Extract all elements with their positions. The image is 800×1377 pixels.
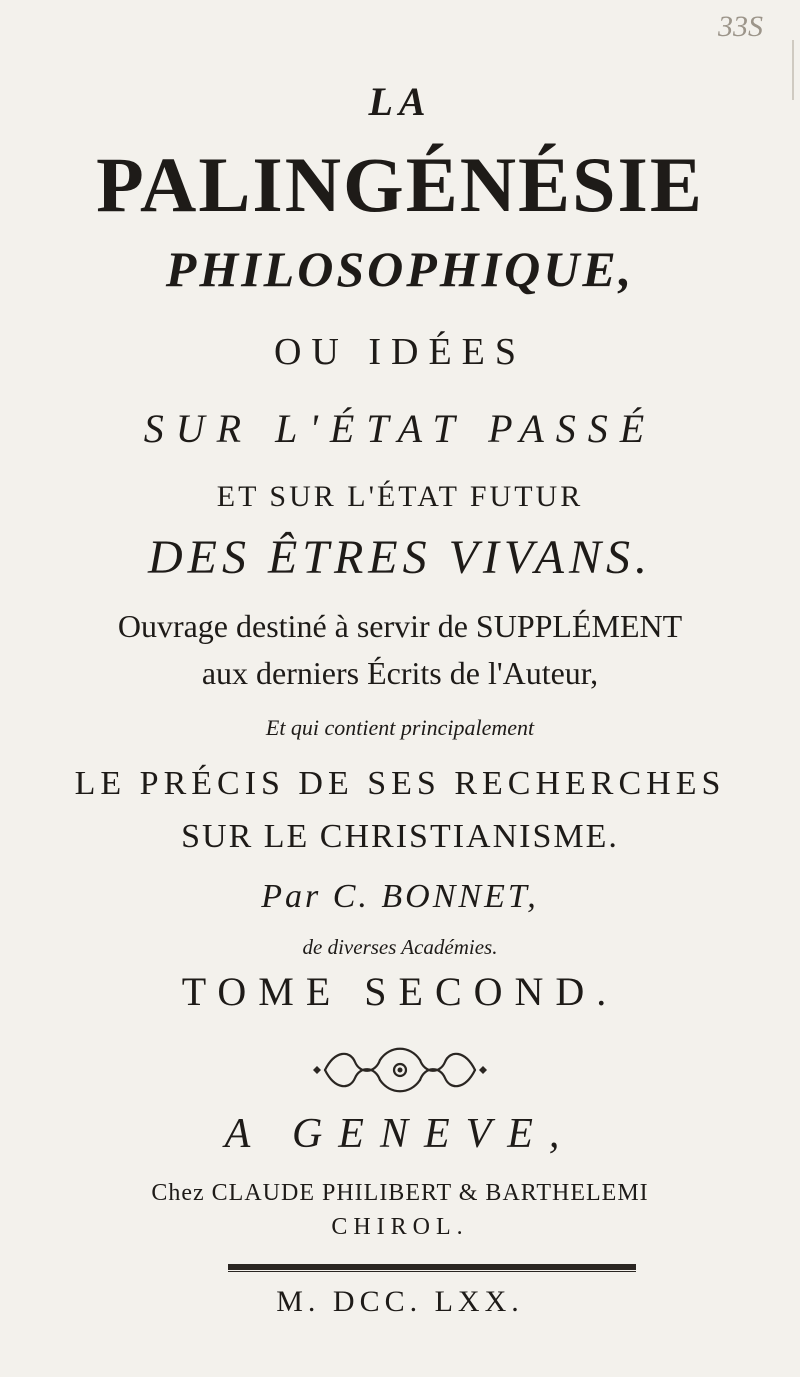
- printer-line-2: CHIROL.: [331, 1214, 469, 1240]
- handwritten-shelfmark: 33S: [718, 10, 763, 43]
- printer-line-1: Chez CLAUDE PHILIBERT & BARTHELEMI: [151, 1180, 649, 1206]
- title-ou-idees: OU IDÉES: [273, 331, 527, 373]
- description-line-3: Et qui contient principalement: [265, 715, 535, 740]
- place-of-publication: A GENEVE,: [224, 1111, 576, 1157]
- precis-line: LE PRÉCIS DE SES RECHERCHES: [74, 765, 726, 802]
- title-subtitle: PHILOSOPHIQUE,: [165, 241, 635, 297]
- title-etat-futur: ET SUR L'ÉTAT FUTUR: [216, 480, 584, 513]
- imprint-rule-thin: [228, 1271, 636, 1272]
- title-etres-vivans: DES ÊTRES VIVANS.: [147, 531, 653, 584]
- description-line-1: Ouvrage destiné à servir de SUPPLÉMENT: [117, 608, 683, 644]
- christianisme-line: SUR LE CHRISTIANISME.: [181, 818, 619, 855]
- title-etat-passe: SUR L'ÉTAT PASSÉ: [143, 406, 657, 451]
- imprint-rule: [228, 1264, 636, 1270]
- description-line-2: aux derniers Écrits de l'Auteur,: [201, 655, 599, 691]
- title-article: LA: [368, 79, 432, 124]
- author-affiliation: de diverses Académies.: [302, 935, 498, 959]
- printer-ornament-icon: [305, 1040, 495, 1100]
- volume-label: TOME SECOND.: [181, 969, 619, 1014]
- main-title: PALINGÉNÉSIE: [96, 141, 704, 228]
- publication-date: M. DCC. LXX.: [276, 1285, 524, 1318]
- author-line: Par C. BONNET,: [261, 878, 539, 915]
